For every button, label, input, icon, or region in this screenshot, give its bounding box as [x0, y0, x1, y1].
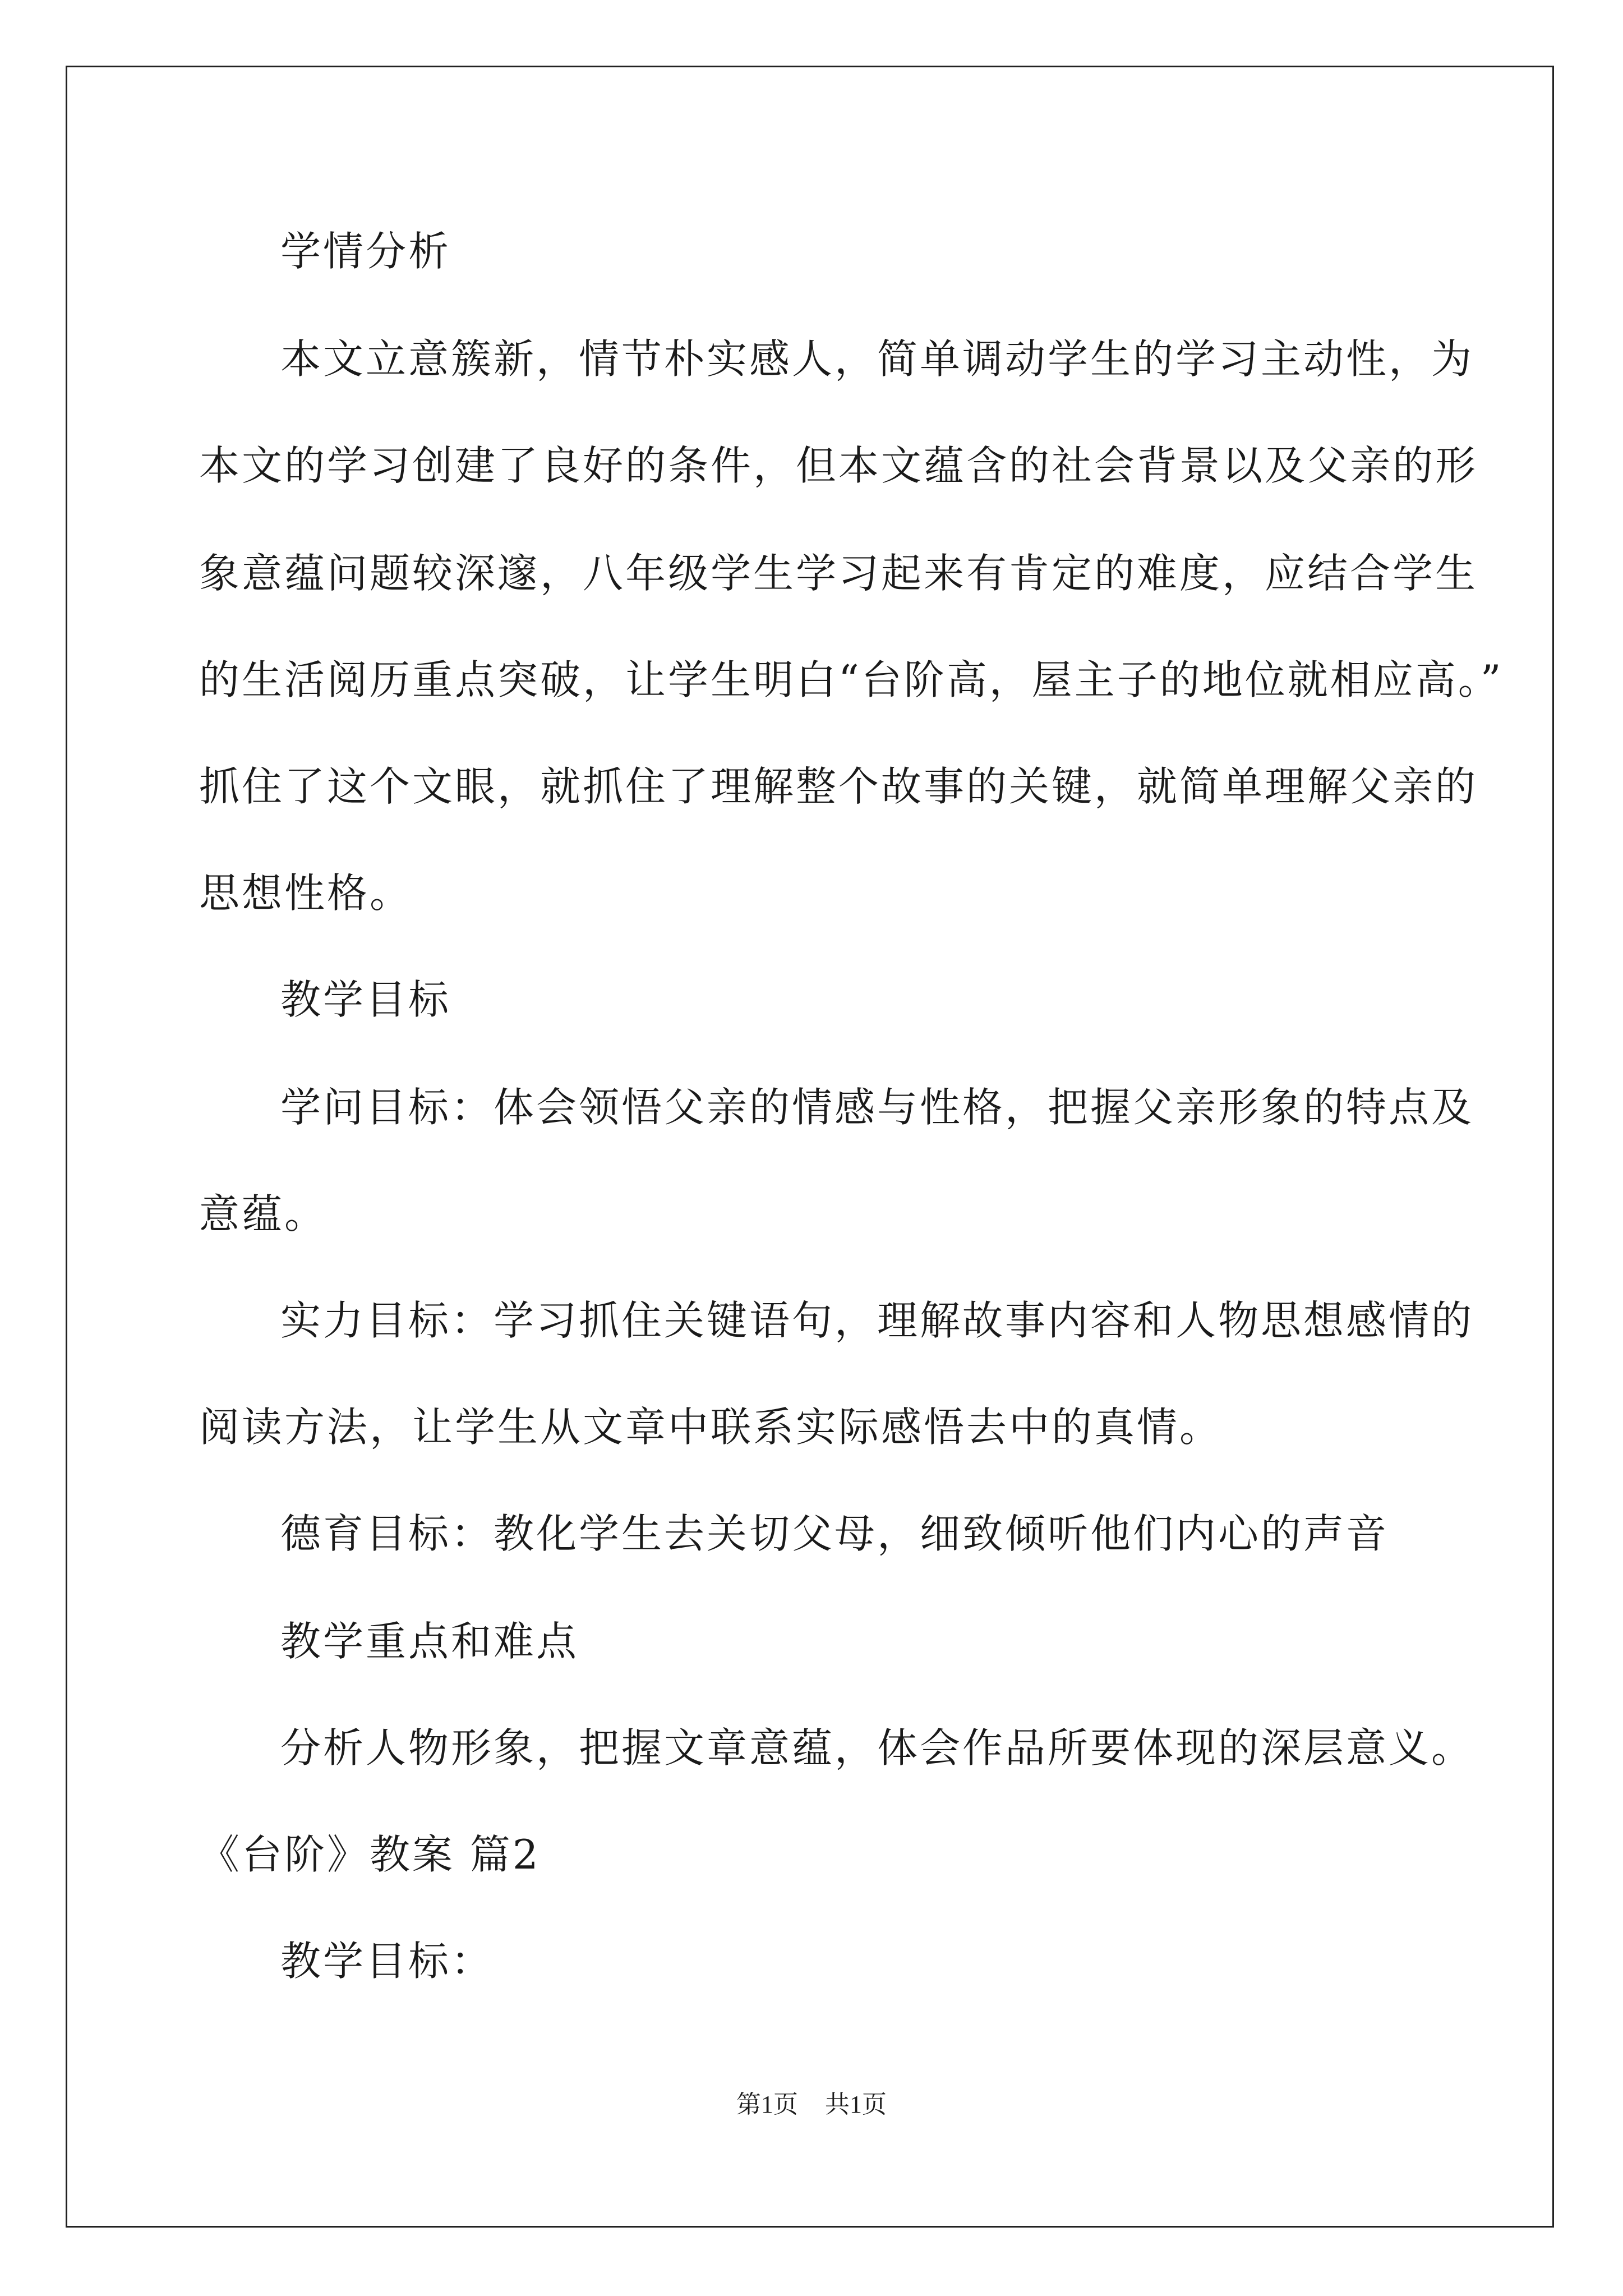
page-number-total: 共1页 — [825, 2091, 887, 2118]
section-title: 《台阶》教案 篇2 — [199, 1831, 541, 1878]
paragraph-line: 的生活阅历重点突破，让学生明白“台阶高，屋主子的地位就相应高。” — [199, 656, 1504, 703]
page-number-current: 第1页 — [736, 2091, 798, 2118]
paragraph-line: 意蕴。 — [199, 1190, 328, 1237]
paragraph-line: 德育目标：教化学生去关切父母，细致倾听他们内心的声音 — [280, 1510, 1389, 1557]
paragraph-line: 思想性格。 — [199, 869, 413, 917]
page-footer — [0, 2088, 1623, 2122]
paragraph-line: 本文立意簇新，情节朴实感人，简单调动学生的学习主动性，为 — [280, 335, 1474, 383]
paragraph-line: 本文的学习创建了良好的条件，但本文蕴含的社会背景以及父亲的形 — [199, 442, 1478, 489]
paragraph-line: 分析人物形象，把握文章意蕴，体会作品所要体现的深层意义。 — [280, 1724, 1474, 1772]
heading-student-analysis: 学情分析 — [280, 228, 451, 275]
paragraph-line: 象意蕴问题较深邃，八年级学生学习起来有肯定的难度，应结合学生 — [199, 550, 1478, 597]
paragraph-line: 抓住了这个文眼，就抓住了理解整个故事的关键，就简单理解父亲的 — [199, 763, 1478, 810]
paragraph-line: 学问目标：体会领悟父亲的情感与性格，把握父亲形象的特点及 — [280, 1084, 1474, 1131]
paragraph-line: 实力目标：学习抓住关键语句，理解故事内容和人物思想感情的 — [280, 1297, 1474, 1344]
heading-key-points: 教学重点和难点 — [280, 1618, 579, 1665]
paragraph-line: 阅读方法，让学生从文章中联系实际感悟去中的真情。 — [199, 1404, 1223, 1451]
heading-teaching-goals: 教学目标 — [280, 976, 451, 1023]
heading-teaching-goals-2: 教学目标： — [280, 1938, 494, 1985]
